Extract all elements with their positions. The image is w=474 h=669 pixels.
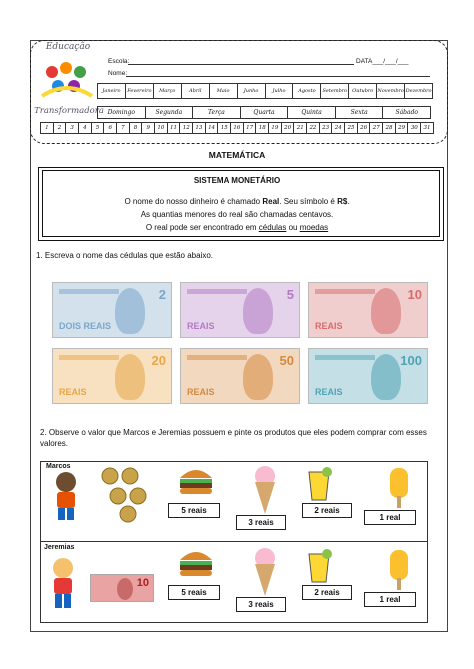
price-popsicle-marcos: 1 real	[364, 510, 416, 525]
month-cell[interactable]: Março	[154, 84, 182, 98]
month-cell[interactable]: Setembro	[321, 84, 349, 98]
info-line-3: O real pode ser encontrado em cédulas ou moedas	[145, 223, 329, 232]
subject-title: MATEMÁTICA	[208, 150, 266, 160]
weekday-cell[interactable]: Domingo	[98, 107, 146, 118]
day-number-cell[interactable]: 21	[294, 123, 307, 133]
day-number-cell[interactable]: 1	[41, 123, 54, 133]
price-popsicle-jeremias: 1 real	[364, 592, 416, 607]
school-label: Escola:	[108, 58, 130, 65]
day-number-cell[interactable]: 22	[307, 123, 320, 133]
month-cell[interactable]: Fevereiro	[126, 84, 154, 98]
day-number-cell[interactable]: 26	[358, 123, 371, 133]
question-1: 1. Escreva o nome das cédulas que estão abaixo.	[36, 251, 213, 260]
day-number-cell[interactable]: 7	[117, 123, 130, 133]
name-label: Nome:	[108, 70, 128, 77]
day-number-cell[interactable]: 17	[244, 123, 257, 133]
banknote-value: 50	[279, 353, 294, 368]
ice-cream-cone-icon[interactable]	[250, 464, 280, 516]
banknote	[52, 282, 172, 338]
school-input-line[interactable]	[128, 64, 354, 65]
banknote-caption: REAIS	[59, 387, 87, 397]
weekday-cell[interactable]: Quinta	[288, 107, 336, 118]
weekday-cell[interactable]: Sábado	[395, 109, 419, 116]
juice-glass-icon[interactable]	[305, 548, 333, 584]
weekdays-row	[97, 106, 431, 119]
day-number-cell[interactable]: 10	[155, 123, 168, 133]
person-name-jeremias: Jeremias	[44, 544, 75, 551]
price-hamburger-marcos: 5 reais	[168, 503, 220, 518]
price-juice-marcos: 2 reais	[302, 503, 352, 518]
hamburger-icon[interactable]	[178, 548, 214, 578]
banknote-caption: REAIS	[187, 387, 215, 397]
weekday-cell[interactable]: Quarta	[241, 107, 289, 118]
month-cell[interactable]: Agosto	[293, 84, 321, 98]
month-cell[interactable]: Janeiro	[98, 84, 126, 98]
banknote-caption: REAIS	[315, 321, 343, 331]
day-numbers-row	[40, 122, 434, 134]
day-number-cell[interactable]: 5	[92, 123, 105, 133]
day-number-cell[interactable]: 2	[54, 123, 67, 133]
banknote-value: 5	[286, 287, 294, 302]
day-number-cell[interactable]: 9	[142, 123, 155, 133]
info-line-2: As quantias menores do real são chamadas centavos.	[140, 210, 334, 219]
day-number-cell[interactable]: 20	[282, 123, 295, 133]
weekday-cell[interactable]: Terça	[193, 107, 241, 118]
banknote-value: 2	[158, 287, 166, 302]
day-number-cell[interactable]: 8	[130, 123, 143, 133]
day-number-cell[interactable]: 11	[168, 123, 181, 133]
day-number-cell[interactable]: 31	[423, 125, 431, 131]
weekday-cell[interactable]: Segunda	[146, 107, 194, 118]
price-hamburger-jeremias: 5 reais	[168, 585, 220, 600]
month-cell[interactable]: Dezembro	[405, 88, 432, 94]
day-number-cell[interactable]: 19	[269, 123, 282, 133]
popsicle-icon[interactable]	[388, 548, 410, 592]
info-line-1: O nome do nosso dinheiro é chamado Real. Seu símbolo é R$.	[124, 197, 350, 206]
months-row	[97, 83, 433, 99]
day-number-cell[interactable]: 25	[345, 123, 358, 133]
weekday-cell[interactable]: Sexta	[336, 107, 384, 118]
day-number-cell[interactable]: 29	[396, 123, 409, 133]
day-number-cell[interactable]: 16	[231, 123, 244, 133]
day-number-cell[interactable]: 18	[256, 123, 269, 133]
day-number-cell[interactable]: 28	[383, 123, 396, 133]
price-ice-cream-jeremias: 3 reais	[236, 597, 286, 612]
day-number-cell[interactable]: 3	[66, 123, 79, 133]
month-cell[interactable]: Junho	[238, 84, 266, 98]
banknote	[308, 348, 428, 404]
banknote-caption: DOIS REAIS	[59, 321, 112, 331]
popsicle-icon[interactable]	[388, 466, 410, 510]
banknote	[52, 348, 172, 404]
coins-illustration	[100, 466, 156, 524]
banknote	[308, 282, 428, 338]
month-cell[interactable]: Julho	[266, 84, 294, 98]
price-juice-jeremias: 2 reais	[302, 585, 352, 600]
banknotes-grid	[52, 282, 426, 412]
info-box-title: SISTEMA MONETÁRIO	[193, 176, 281, 185]
day-number-cell[interactable]: 30	[408, 123, 421, 133]
date-label: DATA___/___/___	[356, 58, 409, 65]
day-number-cell[interactable]: 6	[104, 123, 117, 133]
day-number-cell[interactable]: 4	[79, 123, 92, 133]
boy-jeremias-illustration	[46, 556, 80, 612]
juice-glass-icon[interactable]	[305, 466, 333, 502]
hamburger-icon[interactable]	[178, 466, 214, 496]
month-cell[interactable]: Outubro	[349, 84, 377, 98]
banknote-value: 100	[400, 353, 422, 368]
banknote-caption: REAIS	[187, 321, 215, 331]
logo-text-bottom: Transformadora	[34, 106, 104, 116]
day-number-cell[interactable]: 13	[193, 123, 206, 133]
banknote-value: 10	[407, 287, 422, 302]
day-number-cell[interactable]: 14	[206, 123, 219, 133]
month-cell[interactable]: Maio	[210, 84, 238, 98]
banknote	[180, 282, 300, 338]
banknote	[180, 348, 300, 404]
day-number-cell[interactable]: 15	[218, 123, 231, 133]
boy-marcos-illustration	[48, 470, 84, 524]
question-2: 2. Observe o valor que Marcos e Jeremias possuem e pinte os produtos que eles podem comprar com esses valores.	[40, 428, 427, 448]
month-cell[interactable]: Abril	[182, 84, 210, 98]
banknote-caption: REAIS	[315, 387, 343, 397]
person-name-marcos: Marcos	[46, 463, 71, 470]
name-input-line[interactable]	[126, 76, 430, 77]
price-ice-cream-marcos: 3 reais	[236, 515, 286, 530]
day-number-cell[interactable]: 24	[332, 123, 345, 133]
table-row-divider	[40, 541, 428, 542]
day-number-cell[interactable]: 12	[180, 123, 193, 133]
ten-reais-note: 10	[90, 574, 154, 602]
day-number-cell[interactable]: 27	[370, 123, 383, 133]
day-number-cell[interactable]: 23	[320, 123, 333, 133]
logo-text-top: Educação	[45, 42, 91, 52]
month-cell[interactable]: Novembro	[377, 84, 405, 98]
ice-cream-cone-icon[interactable]	[250, 546, 280, 598]
banknote-value: 20	[151, 353, 166, 368]
